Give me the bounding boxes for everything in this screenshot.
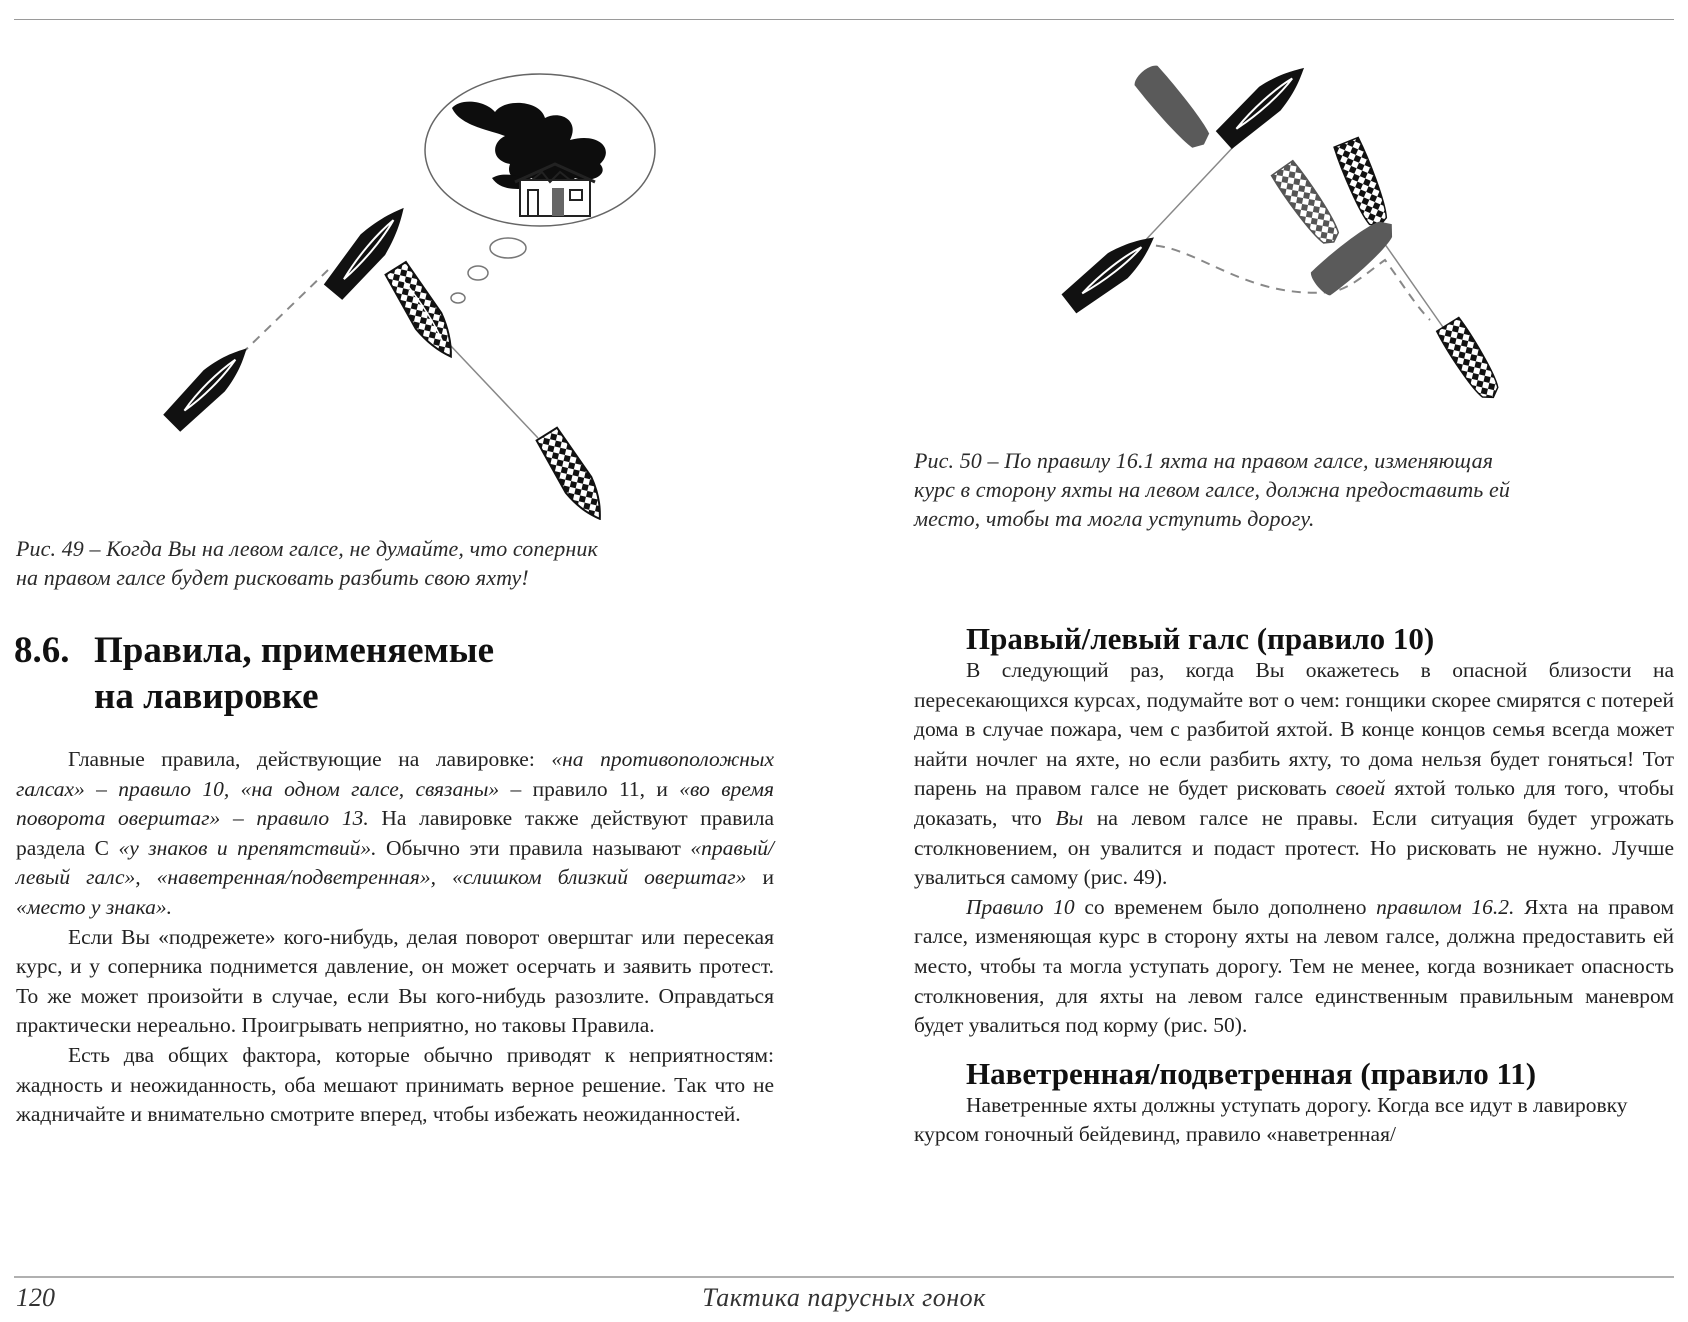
course-line bbox=[1140, 145, 1235, 246]
left-column-text bbox=[16, 745, 774, 1130]
subheading-windward-leeward: Наветренная/подветренная (правило 11) bbox=[966, 1055, 1537, 1091]
figure-49-illustration bbox=[160, 60, 680, 520]
black-yacht-icon bbox=[1213, 60, 1315, 152]
paragraph: В следующий раз, когда Вы окажетесь в опасной близости на пересекающихся курсах, подумайте вот о чем: гонщики скорее смирятся с потерей дома в случае пожара, чем с разбитой яхтой. В конце концов семья всегда может найти ночлег на яхте, но если разбить яхту, то дома нельзя будет гоняться! Тот парень на правом галсе не будет рисковать своей яхтой только для того, чтобы доказать, что Вы на левом галсе не правы. Если ситуация будет угрожать столкновением, он увалится и подаст протест. Но рисковать не нужно. Лучше увалиться самому (рис. 49). bbox=[914, 658, 1674, 890]
page-number: 120 bbox=[16, 1283, 55, 1312]
checkered-yacht-icon bbox=[1333, 137, 1393, 231]
grey-yacht-icon bbox=[1131, 62, 1216, 155]
right-column-text bbox=[914, 622, 1674, 1150]
paragraph: Если Вы «подрежете» кого-нибудь, делая поворот оверштаг или пересекая курс, и у соперника поднимется давление, он может осерчать и заявить протест. То же может произойти в случае, если Вы кого-нибудь разозлите. Оправдаться практически нереально. Проигрывать неприятно, но таковы Правила. bbox=[16, 924, 774, 1038]
black-yacht-ghost-icon bbox=[161, 338, 257, 434]
figure-50-caption: Рис. 50 – По правилу 16.1 яхта на правом галсе, изменяющая курс в сторону яхты на левом галсе, должна предоставить ей место, чтобы та могла уступить дорогу. bbox=[914, 448, 1510, 531]
checkered-yacht-icon bbox=[383, 260, 464, 364]
black-yacht-ghost-icon bbox=[1059, 225, 1164, 317]
footer-rule bbox=[14, 1276, 1674, 1278]
paragraph: Правило 10 со временем было дополнено правилом 16.2. Яхта на правом галсе, изменяющая курс в сторону яхты на левом галсе, должна предоставить ей место, чтобы та могла уступать дорогу. Тем не менее, когда возникает опасность столкновения, для яхты на левом галсе единственным правильным маневром будет увалиться под корму (рис. 50). bbox=[914, 894, 1674, 1038]
course-line bbox=[1382, 240, 1445, 330]
paragraph: Главные правила, действующие на лавировке: «на противоположных галсах» – правило 10, «на одном галсе, связаны» – правило 11, и «во время поворота оверштаг» – правило 13. На лавировке также действуют правила раздела С «у знаков и препятствий». Обычно эти правила называют «правый/левый галс», «наветренная/подветренная», «слишком близкий оверштаг» и «место у знака». bbox=[16, 747, 775, 919]
section-title: 8.6. Правила, применяемые на лавировке bbox=[14, 630, 495, 717]
section-number: 8.6. bbox=[14, 630, 70, 671]
course-line bbox=[450, 345, 538, 438]
running-title: Тактика парусных гонок bbox=[702, 1283, 986, 1312]
figure-50-illustration bbox=[1050, 60, 1530, 410]
checkered-grey-yacht-icon bbox=[1271, 160, 1346, 250]
subheading-starboard-port: Правый/левый галс (правило 10) bbox=[966, 621, 1435, 656]
paragraph: Есть два общих фактора, которые обычно приводят к неприятностям: жадность и неожиданность, оба мешают принимать верное решение. Так что не жадничайте и внимательно смотрите вперед, чтобы избежать неожиданностей. bbox=[16, 1042, 774, 1127]
dashed-course-line bbox=[1140, 245, 1430, 320]
top-rule bbox=[14, 19, 1674, 20]
checkered-yacht-ghost-icon bbox=[1436, 317, 1505, 405]
checkered-yacht-ghost-icon bbox=[534, 426, 612, 520]
figure-49-caption: Рис. 49 – Когда Вы на левом галсе, не думайте, что соперник на правом галсе будет рисковать разбить свою яхту! bbox=[16, 536, 598, 590]
paragraph: Наветренные яхты должны уступать дорогу. Когда все идут в лавировку курсом гоночный бейдевинд, правило «наветренная/ bbox=[914, 1092, 1628, 1147]
